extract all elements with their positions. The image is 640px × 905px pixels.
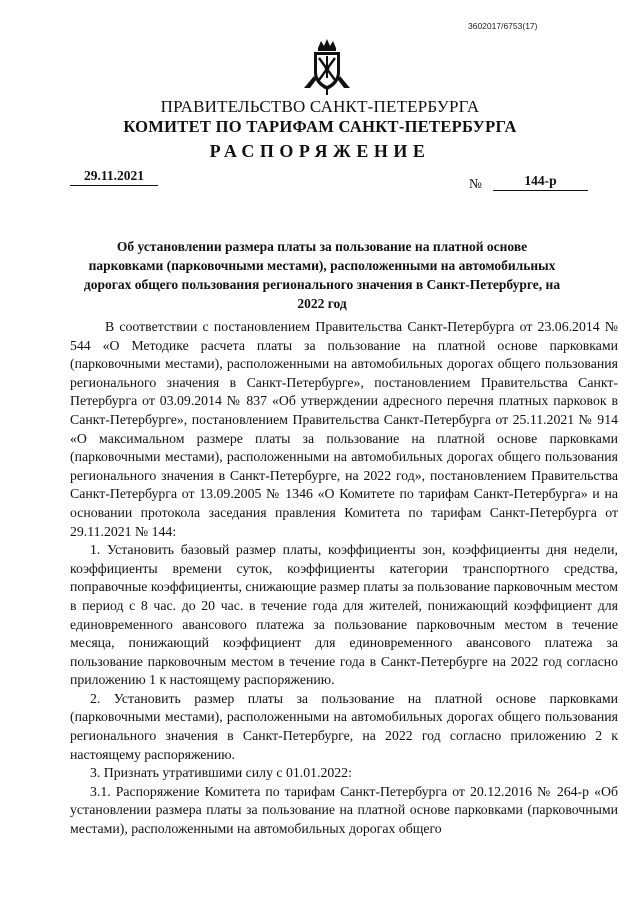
item-1-paragraph: 1. Установить базовый размер платы, коэффициенты зон, коэффициенты дня недели, коэффициенты времени суток, коэффициенты категории транспортного средства, поправочные коэффициенты, снижающие размер платы за пользование парковочным местом в период с 8 час. до 20 час. в течение года для жителей, понижающий коэффициент для единовременного авансового платежа за пользование парковочным местом в течение месяца, понижающий коэффициент для единовременного авансового платежа за пользование парковочным местом в течение года в Санкт-Петербурге на 2022 год согласно приложению 1 к настоящему распоряжению.	[70, 542, 619, 688]
government-name: ПРАВИТЕЛЬСТВО САНКТ-ПЕТЕРБУРГА	[160, 97, 480, 116]
item-3-1-paragraph: 3.1. Распоряжение Комитета по тарифам Санкт-Петербурга от 20.12.2016 № 264-р «Об установлении размера платы за пользование на платной основе парковками (парковочными местами), расположенными на автомобильных дорогах общего	[70, 783, 618, 837]
document-number: 144-р	[493, 173, 588, 191]
document-title: Об установлении размера платы за пользование на платной основе парковками (парковочными местами), расположенными на автомобильных дорогах общего пользования регионального значения в Санкт-Петербурге, на 2022 год	[83, 239, 561, 311]
committee-name: КОМИТЕТ ПО ТАРИФАМ САНКТ-ПЕТЕРБУРГА	[123, 117, 517, 136]
item-2-paragraph: 2. Установить размер платы за пользование на платной основе парковками (парковочными местами), расположенными на автомобильных дорогах общего пользования регионального значения в Санкт-Петербурге, на 2022 год согласно приложению 2 к настоящему распоряжению.	[70, 690, 618, 762]
document-date: 29.11.2021	[70, 168, 158, 186]
document-code: 3602017/6753(17)	[468, 21, 538, 31]
preamble-paragraph: В соответствии с постановлением Правительства Санкт-Петербурга от 23.06.2014 № 544 «О Методике расчета платы за пользование на платной основе парковками (парковочными местами), расположенными на автомобильных дорогах общего пользования регионального значения в Санкт-Петербурге», постановлением Правительства Санкт-Петербурга от 03.09.2014 № 837 «Об утверждении адресного перечня платных парковок в Санкт-Петербурге», постановлением Правительства Санкт-Петербурга от 25.11.2021 № 914 «О максимальном размере платы за пользование на платной основе парковками (парковочными местами), расположенными на автомобильных дорогах общего пользования регионального значения в Санкт-Петербурге, на 2022 год», постановлением Правительства Санкт-Петербурга от 13.09.2005 № 1346 «О Комитете по тарифам Санкт-Петербурга» и на основании протокола заседания правления Комитета по тарифам Санкт-Петербурга от 29.11.2021 № 144:	[70, 319, 618, 539]
st-petersburg-coat-of-arms-icon	[302, 38, 352, 96]
document-body	[70, 318, 618, 839]
document-type: РАСПОРЯЖЕНИЕ	[209, 141, 431, 161]
item-3-paragraph: 3. Признать утратившими силу с 01.01.2022:	[90, 765, 352, 781]
number-sign: №	[469, 176, 482, 191]
